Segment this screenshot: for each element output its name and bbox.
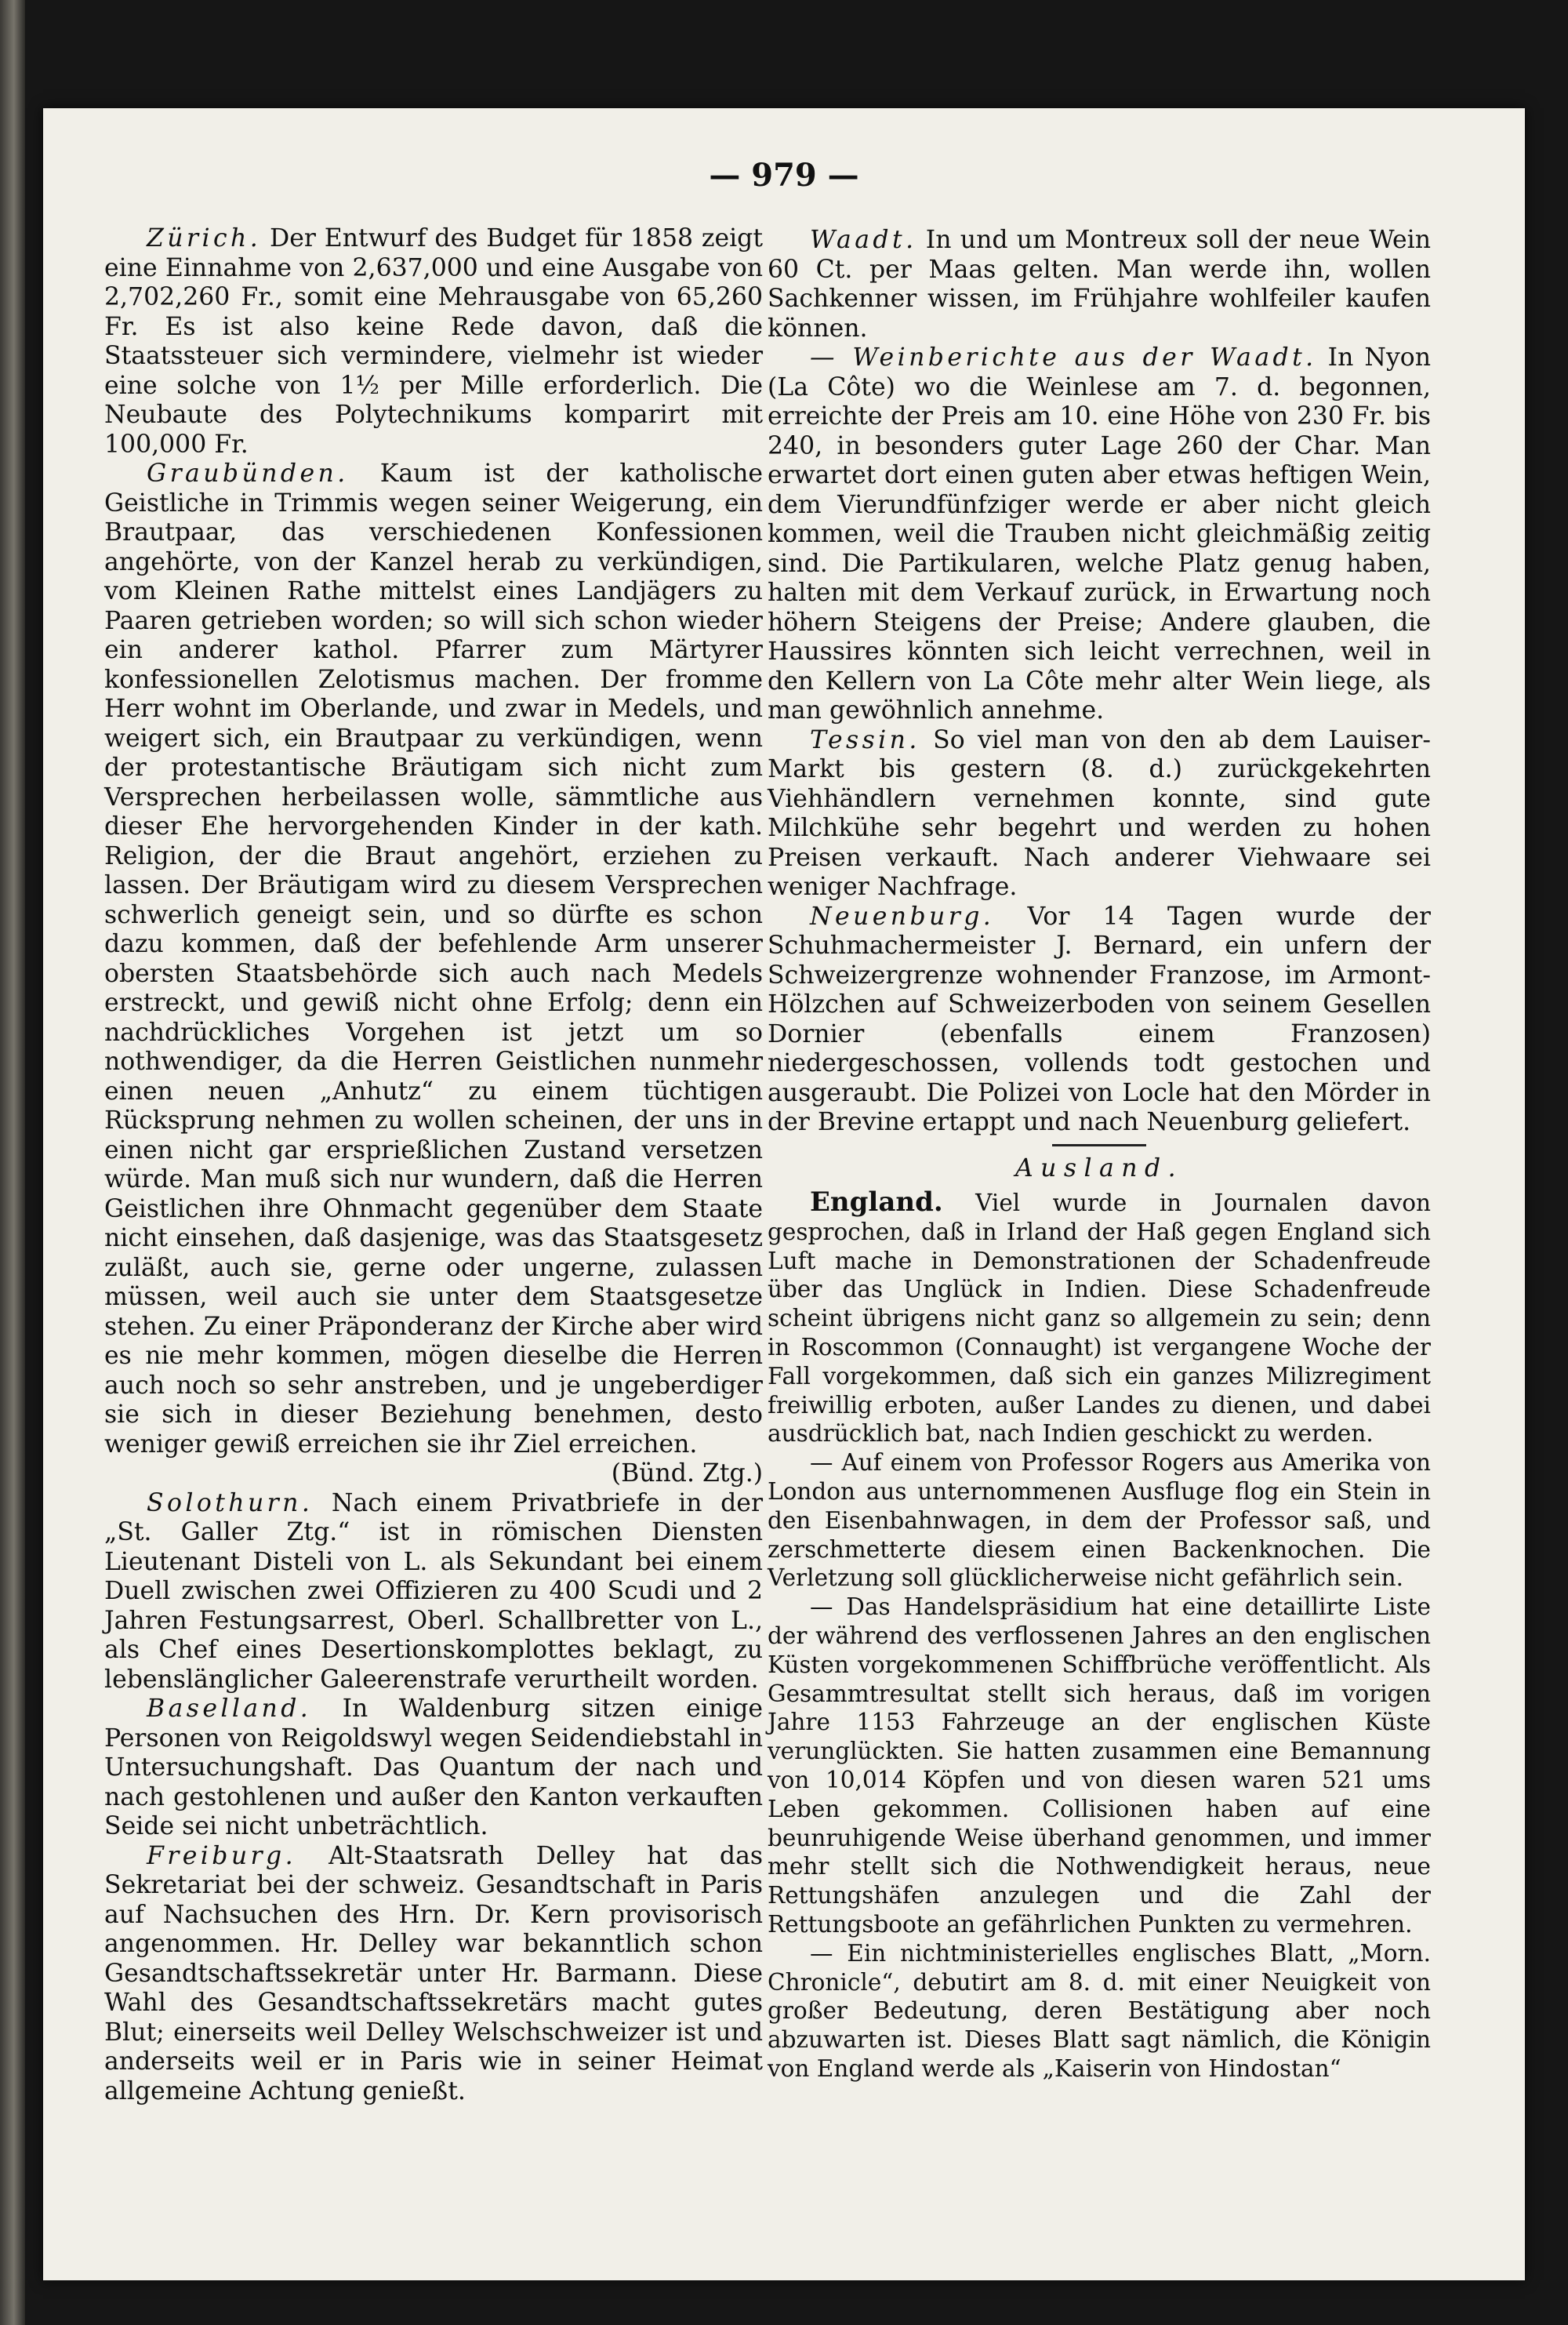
article-lead: — Weinberichte aus der Waadt. — [810, 343, 1317, 372]
article-lead: Baselland. — [147, 1695, 312, 1723]
left-column — [104, 224, 763, 2106]
book-binding — [0, 0, 25, 2325]
article-lead: Tessin. — [810, 725, 920, 754]
article-source: (Bünd. Ztg.) — [611, 1459, 763, 1488]
article-lead: Solothurn. — [147, 1488, 314, 1517]
right-column — [768, 226, 1431, 2083]
article-lead: — Ein nichtministerielles englisches Blatt, — [810, 1939, 1334, 1967]
article-text: Kaum ist der katholische Geistliche in Trimmis wegen seiner Weigerung, ein Brautpaar, das verschiedenen Konfessionen angehörte, von der Kanzel herab zu verkündigen, vom Kleinen Rathe mittelst eines Landjägers zu Paaren getrieben worden; so will sich schon wieder ein anderer kathol. Pfarrer zum Märtyrer konfessionellen Zelotismus machen. Der fromme Herr wohnt im Oberlande, und zwar in Medels, und weigert sich, ein Brautpaar zu verkündigen, wenn der protestantische Bräutigam sich nicht zum Versprechen herbeilassen wolle, sämmtliche aus dieser Ehe hervorgehenden Kinder in der kath. Religion, der die Braut angehört, erziehen zu lassen. Der Bräutigam wird zu diesem Versprechen schwerlich geneigt sein, und so dürfte es schon dazu kommen, daß der befehlende Arm unserer obersten Staatsbehörde sich auch nach Medels erstreckt, und gewiß nicht ohne Erfolg; denn ein nachdrückliches Vorgehen ist jetzt um so nothwendiger, da die Herren Geistlichen nunmehr einen neuen „Anhutz“ zu einem tüchtigen Rücksprung nehmen zu wollen scheinen, der uns in einen nicht gar ersprießlichen Zustand versetzen würde. Man muß sich nur wundern, daß die Herren Geistlichen ihre Ohnmacht gegenüber dem Staate nicht einsehen, daß dasjenige, was das Staatsgesetz zuläßt, auch sie, gerne oder ungerne, zulassen müssen, weil auch sie unter dem Staatsgesetze stehen. Zu einer Präponderanz der Kirche aber wird es nie mehr kommen, mögen dieselbe die Herren auch noch so sehr anstreben, und je ungeberdiger sie sich in dieser Beziehung benehmen, desto weniger gewiß erreichen sie ihr Ziel erreichen. — [104, 460, 764, 1459]
page-number: — 979 — — [709, 157, 859, 194]
article-lead: Waadt. — [810, 226, 917, 254]
article-lead: Zürich. — [147, 224, 262, 252]
article-lead: Graubünden. — [147, 460, 349, 488]
article-rogers — [768, 1448, 1431, 1593]
article-zuerich — [104, 224, 763, 460]
article-lead: Freiburg. — [147, 1841, 297, 1870]
newspaper-page — [43, 108, 1525, 2280]
article-waadt — [768, 226, 1431, 343]
article-text: flog ein Stein in den Eisenbahnwagen, in dem der Professor saß, und zerschmetterte diesem einen Backenknochen. Die Verletzung soll glücklicherweise nicht gefährlich sein. — [768, 1477, 1431, 1592]
article-text: Nach einem Privatbriefe in der „St. Galler Ztg.“ ist in römischen Diensten Lieutenant Disteli von L. als Sekundant bei einem Duell zwischen zwei Offizieren zu 400 Scudi und 2 Jahren Festungsarrest, Oberl. Schallbretter von L., als Chef eines Desertionskomplottes beklagt, zu lebenslänglicher Galeerenstrafe verurtheilt worden. — [104, 1488, 764, 1694]
section-divider — [1052, 1144, 1146, 1146]
article-england — [768, 1188, 1431, 1448]
article-chronicle — [768, 1939, 1431, 2083]
ausland-section — [768, 1188, 1431, 2083]
article-text: Der Entwurf des Budget für 1858 zeigt eine Einnahme von 2,637,000 und eine Ausgabe von 2,702,260 Fr., somit eine Mehrausgabe von 65,260 Fr. Es ist also keine Rede davon, daß die Staatssteuer sich vermindere, vielmehr ist wieder eine solche von 1½ per Mille erforderlich. Die Neubaute des Polytechnikums komparirt mit 100,000 Fr. — [104, 224, 763, 459]
article-lead: England. — [810, 1186, 943, 1218]
article-lead: Neuenburg. — [810, 902, 995, 931]
article-lead: — Das Handelspräsidium — [810, 1593, 1118, 1621]
article-handelspraesidium — [768, 1593, 1431, 1939]
article-text: So viel man von den ab dem Lauiser-Markt bis gestern (8. d.) zurückgekehrten Viehhändlern vernehmen konnte, sind gute Milchkühe sehr begehrt und werden zu hohen Preisen verkauft. Nach anderer Viehwaare sei weniger Nachfrage. — [768, 725, 1431, 901]
article-weinberichte — [768, 343, 1431, 726]
article-tessin — [768, 726, 1431, 903]
article-solothurn — [104, 1489, 763, 1695]
article-graubuenden — [104, 460, 763, 1459]
article-text: Viel wurde in Journalen davon gesprochen, daß in Irland der Haß gegen England sich Luft mache in Demonstrationen der Schadenfreude über das Unglück in Indien. Diese Schadenfreude scheint übrigens nicht ganz so allgemein zu sein; denn in Roscommon (Connaught) ist vergangene Woche der Fall vorgekommen, daß sich ein ganzes Milizregiment freiwillig erboten, außer Landes zu dienen, und dabei ausdrücklich bat, nach Indien geschickt zu werden. — [768, 1190, 1431, 1448]
article-text: „Morn. Chronicle“, debutirt am 8. d. mit einer Neuigkeit von großer Bedeutung, deren Bestätigung aber noch abzuwarten ist. Dieses Blatt sagt nämlich, die Königin von England werde als „Kaiserin von Hindostan“ — [768, 1939, 1431, 2082]
article-freiburg — [104, 1842, 763, 2107]
article-text: Vor 14 Tagen wurde der Schuhmachermeister J. Bernard, ein unfern der Schweizergrenze wohnender Franzose, im Armont-Hölzchen auf Schweizerboden von seinem Gesellen Dornier (ebenfalls einem Franzosen) niedergeschossen, vollends todt gestochen und ausgeraubt. Die Polizei von Locle hat den Mörder in der Brevine ertappt und nach Neuenburg geliefert. — [768, 902, 1431, 1136]
article-lead: — Auf einem von Professor Rogers aus Amerika von London aus unternommenen Ausfluge — [768, 1449, 1431, 1505]
article-baselland — [104, 1695, 763, 1842]
article-text: hat eine detaillirte Liste der während des verflossenen Jahres an den englischen Küsten vorgekommenen Schiffbrüche veröffentlicht. Als Gesammtresultat stellt sich heraus, daß im vorigen Jahre 1153 Fahrzeuge an der englischen Küste verunglückten. Sie hatten zusammen eine Bemannung von 10,014 Köpfen und von diesen waren 521 ums Leben gekommen. Collisionen haben auf eine beunruhigende Weise überhand genommen, und immer mehr stellt sich die Nothwendigkeit heraus, neue Rettungshäfen anzulegen und die Zahl der Rettungsboote an gefährlichen Punkten zu vermehren. — [768, 1593, 1431, 1938]
article-text: In Waldenburg sitzen einige Personen von Reigoldswyl wegen Seidendiebstahl in Untersuchungshaft. Das Quantum der nach und nach gestohlenen und außer den Kanton verkauften Seide sei nicht unbeträchtlich. — [104, 1695, 764, 1840]
article-text: In und um Montreux soll der neue Wein 60 Ct. per Maas gelten. Man werde ihn, wollen Sachkenner wissen, im Frühjahre wohlfeiler kaufen können. — [768, 226, 1432, 343]
article-neuenburg — [768, 903, 1431, 1138]
article-text: Alt-Staatsrath Delley hat das Sekretariat bei der schweiz. Gesandtschaft in Paris auf Nachsuchen des Hrn. Dr. Kern provisorisch angenommen. Hr. Delley war bekanntlich schon Gesandtschaftssekretär unter Hr. Barmann. Diese Wahl des Gesandtschaftssekretärs macht gutes Blut; einerseits weil Delley Welschschweizer ist und anderseits weil er in Paris wie in seiner Heimat allgemeine Achtung genießt. — [104, 1841, 764, 2105]
article-text: In Nyon (La Côte) wo die Weinlese am 7. d. begonnen, erreichte der Preis am 10. eine Höhe von 230 Fr. bis 240, in besonders guter Lage 260 der Char. Man erwartet dort einen guten aber etwas heftigen Wein, dem Vierundfünfziger werde er aber nicht gleich kommen, weil die Trauben nicht gleichmäßig zeitig sind. Die Partikularen, welche Platz genug haben, halten mit dem Verkauf zurück, in Erwartung noch höhern Steigens der Preise; Andere glauben, die Haussires könnten sich leicht verrechnen, weil in den Kellern von La Côte mehr alter Wein liege, als man gewöhnlich annehme. — [768, 343, 1431, 725]
section-heading-ausland: Ausland. — [1014, 1153, 1184, 1182]
